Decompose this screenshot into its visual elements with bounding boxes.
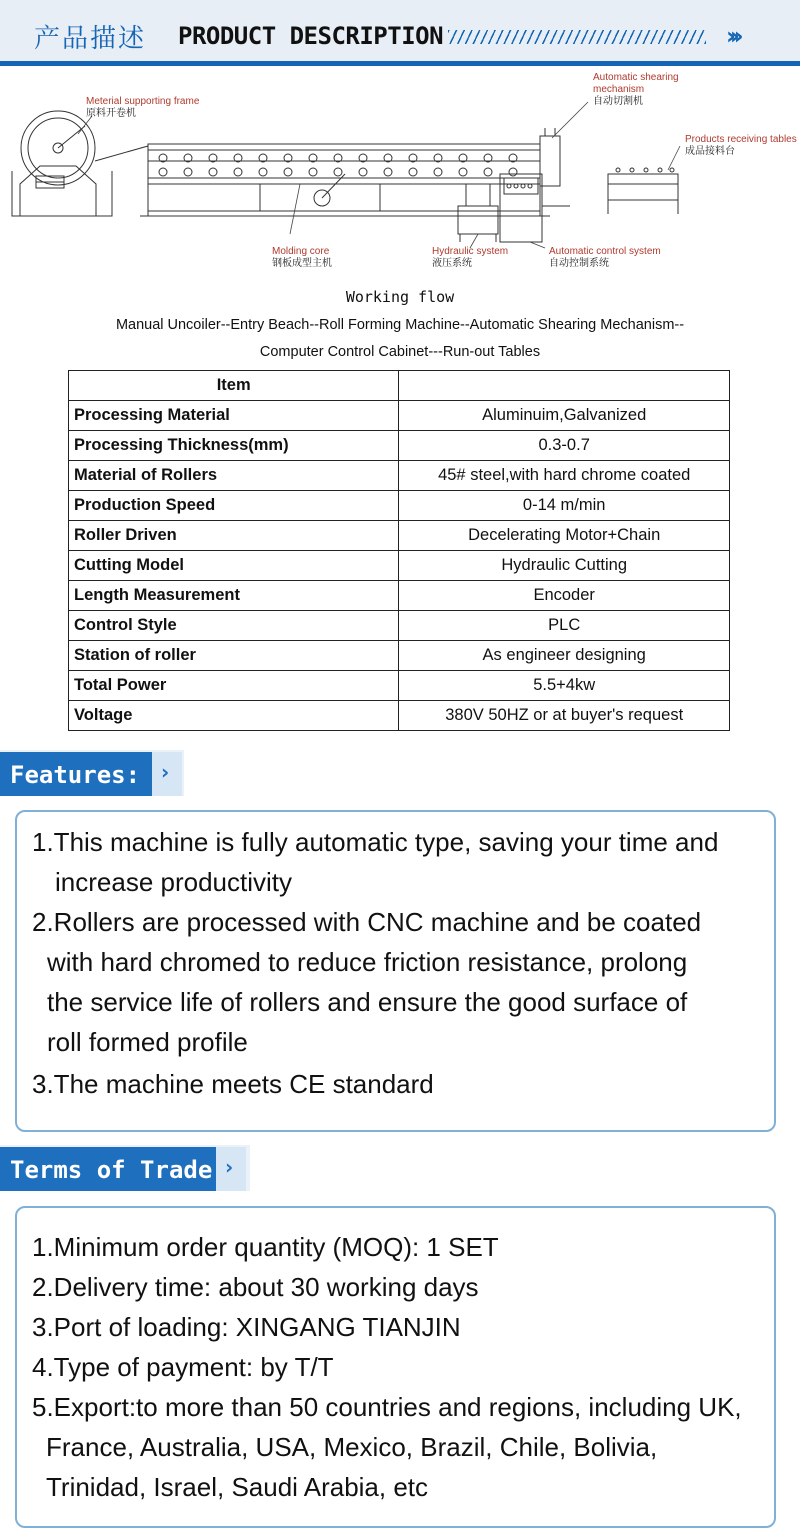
terms-item-text: 5.Export:to more than 50 countries and regions, including UK, bbox=[32, 1392, 742, 1422]
features-box bbox=[15, 810, 776, 1132]
terms-item-text: 2.Delivery time: about 30 working days bbox=[32, 1272, 479, 1302]
header-hatch-decoration bbox=[448, 30, 706, 44]
features-item bbox=[32, 1064, 434, 1104]
spec-key: Cutting Model bbox=[69, 551, 399, 581]
spec-value: 0-14 m/min bbox=[399, 491, 730, 521]
spec-value: Encoder bbox=[399, 581, 730, 611]
callout-hydraulic bbox=[432, 246, 508, 270]
features-item bbox=[32, 822, 718, 902]
machine-diagram bbox=[0, 66, 800, 286]
table-row bbox=[69, 641, 730, 671]
features-item-text: 2.Rollers are processed with CNC machine and be coated bbox=[32, 907, 702, 937]
spec-key: Processing Thickness(mm) bbox=[69, 431, 399, 461]
features-item-text: 3.The machine meets CE standard bbox=[32, 1069, 434, 1099]
callout-cn: 自动控制系统 bbox=[549, 258, 609, 269]
features-chevron-box bbox=[152, 752, 182, 796]
shear-drawing bbox=[540, 128, 560, 186]
callout-en: Automatic control system bbox=[549, 246, 661, 257]
terms-item-text: 1.Minimum order quantity (MOQ): 1 SET bbox=[32, 1232, 499, 1262]
section-header bbox=[0, 0, 800, 66]
features-item bbox=[32, 902, 701, 1062]
table-row bbox=[69, 461, 730, 491]
chevron-right-icon: › bbox=[225, 1155, 234, 1179]
spec-value: As engineer designing bbox=[399, 641, 730, 671]
table-row bbox=[69, 551, 730, 581]
spec-key: Processing Material bbox=[69, 401, 399, 431]
terms-item bbox=[32, 1387, 742, 1507]
spec-key: Roller Driven bbox=[69, 521, 399, 551]
terms-title: Terms of Trade bbox=[10, 1156, 213, 1184]
terms-box bbox=[15, 1206, 776, 1528]
spec-value: 45# steel,with hard chrome coated bbox=[399, 461, 730, 491]
spec-value: 0.3-0.7 bbox=[399, 431, 730, 461]
header-title-cn: 产品描述 bbox=[34, 24, 147, 54]
callout-en: Meterial supporting frame bbox=[86, 96, 200, 107]
spec-key: Control Style bbox=[69, 611, 399, 641]
uncoiler-drawing bbox=[12, 111, 148, 216]
spec-value: PLC bbox=[399, 611, 730, 641]
column-header-item: Item bbox=[69, 371, 399, 401]
header-title-en: PRODUCT DESCRIPTION bbox=[178, 22, 444, 50]
table-row bbox=[69, 521, 730, 551]
callout-cn: 原料开卷机 bbox=[86, 108, 136, 119]
terms-chevron-box bbox=[216, 1147, 246, 1191]
spec-key: Total Power bbox=[69, 671, 399, 701]
callout-shearing bbox=[593, 72, 693, 108]
callout-en: Hydraulic system bbox=[432, 246, 509, 257]
molding-core-drawing bbox=[140, 144, 550, 216]
spec-key: Station of roller bbox=[69, 641, 399, 671]
working-flow-line: Manual Uncoiler--Entry Beach--Roll Forming Machine--Automatic Shearing Mechanism-- bbox=[115, 317, 685, 333]
terms-item bbox=[32, 1347, 334, 1387]
hydraulic-drawing bbox=[458, 184, 498, 242]
callout-cn: 液压系统 bbox=[432, 258, 472, 269]
features-item-continuation: increase productivity bbox=[55, 867, 292, 897]
features-item-text: 1.This machine is fully automatic type, saving your time and bbox=[32, 827, 719, 857]
working-flow-line: Computer Control Cabinet---Run-out Tables bbox=[259, 344, 541, 360]
terms-item bbox=[32, 1307, 461, 1347]
chevron-right-icon: › bbox=[161, 760, 170, 784]
callout-control bbox=[549, 246, 661, 270]
table-header-row bbox=[69, 371, 730, 401]
table-row bbox=[69, 491, 730, 521]
features-title: Features: bbox=[10, 761, 141, 789]
features-item-continuation: the service life of rollers and ensure the good surface of bbox=[47, 987, 688, 1017]
terms-item-continuation: France, Australia, USA, Mexico, Brazil, Chile, Bolivia, bbox=[46, 1432, 658, 1462]
table-row bbox=[69, 401, 730, 431]
spec-value: Aluminuim,Galvanized bbox=[399, 401, 730, 431]
callout-cn: 钢板成型主机 bbox=[272, 258, 332, 269]
spec-value: Hydraulic Cutting bbox=[399, 551, 730, 581]
features-tab bbox=[0, 750, 184, 796]
terms-item-text: 3.Port of loading: XINGANG TIANJIN bbox=[32, 1312, 461, 1342]
receiving-table-drawing bbox=[608, 168, 678, 214]
spec-value: Decelerating Motor+Chain bbox=[399, 521, 730, 551]
callout-receiving bbox=[685, 134, 797, 158]
callout-en: Automatic shearing mechanism bbox=[593, 72, 679, 95]
table-row bbox=[69, 701, 730, 731]
spec-key: Voltage bbox=[69, 701, 399, 731]
column-header-value bbox=[399, 371, 730, 401]
callout-en: Molding core bbox=[272, 246, 330, 257]
spec-key: Length Measurement bbox=[69, 581, 399, 611]
features-tab-label-box bbox=[0, 752, 152, 796]
callout-cn: 自动切割机 bbox=[593, 96, 643, 107]
callout-molding bbox=[272, 246, 332, 270]
terms-tab bbox=[0, 1145, 250, 1191]
terms-tab-label-box bbox=[0, 1147, 216, 1191]
spec-key: Production Speed bbox=[69, 491, 399, 521]
terms-item bbox=[32, 1267, 479, 1307]
table-row bbox=[69, 431, 730, 461]
callout-cn: 成品接料台 bbox=[685, 146, 735, 157]
terms-item-text: 4.Type of payment: by T/T bbox=[32, 1352, 334, 1382]
features-item-continuation: with hard chromed to reduce friction resistance, prolong bbox=[47, 947, 688, 977]
table-row bbox=[69, 671, 730, 701]
callout-material-frame bbox=[86, 96, 199, 120]
spec-table bbox=[68, 370, 730, 731]
working-flow-title: Working flow bbox=[345, 288, 455, 306]
terms-item-continuation: Trinidad, Israel, Saudi Arabia, etc bbox=[46, 1472, 429, 1502]
callout-en: Products receiving tables bbox=[685, 134, 797, 145]
working-flow-description bbox=[60, 312, 740, 366]
table-row bbox=[69, 611, 730, 641]
spec-value: 380V 50HZ or at buyer's request bbox=[399, 701, 730, 731]
chevrons-right-icon: ››› bbox=[726, 22, 738, 50]
spec-key: Material of Rollers bbox=[69, 461, 399, 491]
terms-item bbox=[32, 1227, 499, 1267]
features-item-continuation: roll formed profile bbox=[47, 1027, 248, 1057]
spec-value: 5.5+4kw bbox=[399, 671, 730, 701]
table-row bbox=[69, 581, 730, 611]
